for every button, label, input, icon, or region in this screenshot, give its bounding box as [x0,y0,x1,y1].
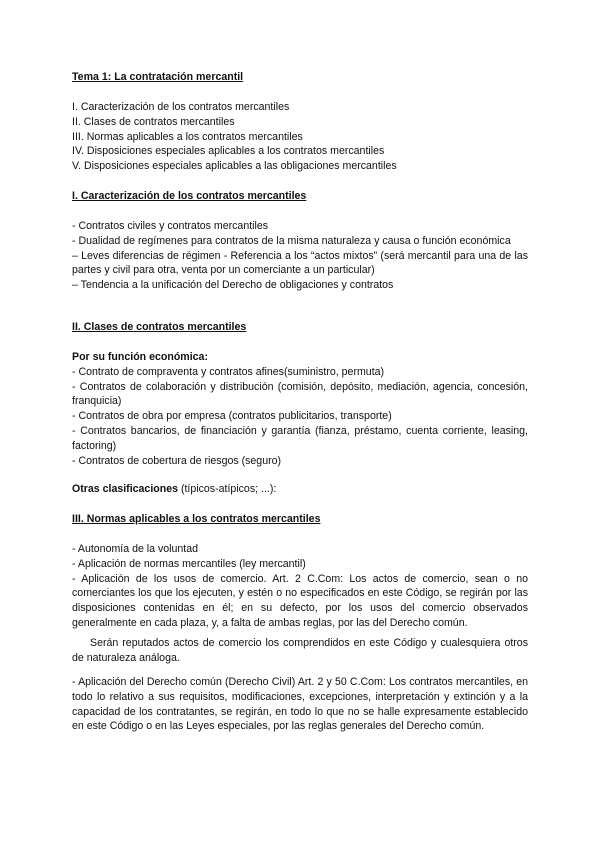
section-3-quote [72,636,528,666]
other-classifications [72,482,528,497]
section-2 [72,320,528,335]
list-item: - Dualidad de regímenes para contratos de la misma naturaleza y causa o función económica [72,234,511,247]
other-classifications-label: Otras clasificaciones [72,483,178,495]
toc-item: V. Disposiciones especiales aplicables a las obligaciones mercantiles [72,160,397,173]
section-2-heading: II. Clases de contratos mercantiles [72,321,247,333]
toc-item: II. Clases de contratos mercantiles [72,115,235,128]
toc-item: IV. Disposiciones especiales aplicables a los contratos mercantiles [72,145,385,158]
section-3-heading: III. Normas aplicables a los contratos mercantiles [72,513,321,525]
list-item: - Contratos de obra por empresa (contratos publicitarios, transporte) [72,410,392,423]
list-item: - Contrato de compraventa y contratos afines(suministro, permuta) [72,365,385,378]
toc-item: I. Caracterización de los contratos mercantiles [72,101,290,113]
section-1 [72,189,528,204]
document-title: Tema 1: La contratación mercantil [72,71,244,83]
list-item: - Contratos de cobertura de riesgos (seguro) [72,454,282,467]
list-item: - Aplicación de los usos de comercio. Art. 2 C.Com: Los actos de comercio, sean o no comerciantes los que los ejecuten, y estén o no especificados en este Código, se regirán por las disposiciones contenidas en él; en su defecto, por los usos del comercio observados generalmente en cada plaza, y, a falta de ambas reglas, por las del Derecho común. [72,572,528,629]
section-3-civil [72,675,528,734]
section-3-list [72,542,528,631]
quote-paragraph: Serán reputados actos de comercio los comprendidos en este Código y cualesquiera otros de naturaleza análoga. [72,637,528,664]
list-item: – Leves diferencias de régimen - Referencia a los “actos mixtos” (será mercantil para una de las partes y civil para otra, venta por un comerciante a un particular) [72,249,528,277]
table-of-contents [72,100,528,174]
section-2-list [72,350,528,468]
list-item: - Contratos bancarios, de financiación y garantía (fianza, préstamo, cuenta corriente, leasing, factoring) [72,424,528,452]
section-1-heading: I. Caracterización de los contratos mercantiles [72,190,307,202]
list-item: - Contratos civiles y contratos mercantiles [72,220,269,232]
other-classifications-text: (típicos-atípicos; ...): [178,483,277,495]
document-title-block [72,70,528,85]
section-2-subheading: Por su función económica: [72,351,208,363]
section-1-list [72,219,528,293]
list-item: - Aplicación de normas mercantiles (ley mercantil) [72,557,306,570]
toc-item: III. Normas aplicables a los contratos mercantiles [72,130,303,143]
civil-law-paragraph: - Aplicación del Derecho común (Derecho Civil) Art. 2 y 50 C.Com: Los contratos mercantiles, en todo lo relativo a sus requisitos, modificaciones, excepciones, interpretación y extinción y a la capacidad de los contratantes, se regirán, en todo lo que no se halle expresamente establecido en este Código o en las Leyes especiales, por las reglas generales del Derecho común. [72,676,528,733]
list-item: - Autonomía de la voluntad [72,543,199,555]
section-3 [72,512,528,527]
list-item: – Tendencia a la unificación del Derecho de obligaciones y contratos [72,279,394,292]
list-item: - Contratos de colaboración y distribución (comisión, depósito, mediación, agencia, concesión, franquicia) [72,380,528,408]
